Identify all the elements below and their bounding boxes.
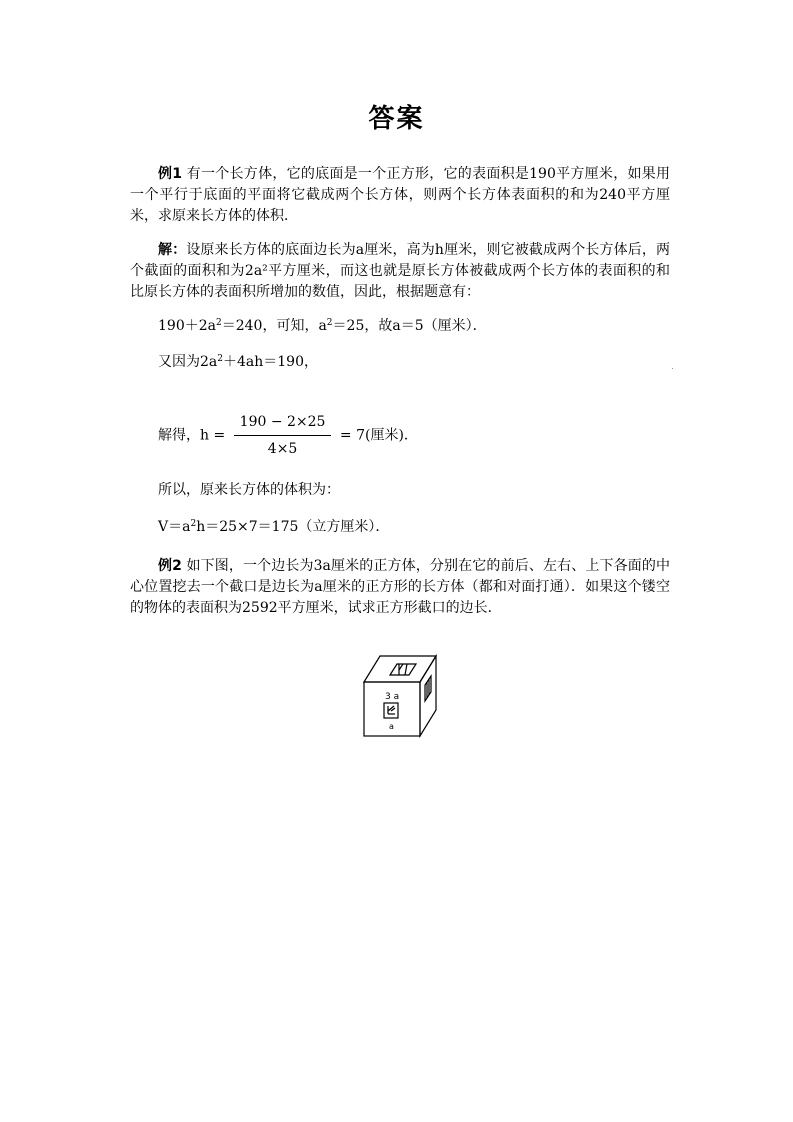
example-1-text: 有一个长方体，它的底面是一个正方形，它的表面积是190平方厘米，如果用一个平行于底面的平面将它截成两个长方体，则两个长方体表面积的和为240平方厘米，求原来长方体的体积． xyxy=(130,166,670,224)
example-2-text: 如下图，一个边长为3a厘米的正方体，分别在它的前后、左右、上下各面的中心位置挖去一个截口是边长为a厘米的正方形的长方体（都和对面打通）．如果这个镂空的物体的表面积为2592平方厘米，试求正方形截口的边长． xyxy=(130,558,670,616)
solution-label: 解： xyxy=(158,242,187,258)
page-title: 答案 xyxy=(368,104,425,134)
example-1-label: 例1 xyxy=(158,166,183,182)
example-1 xyxy=(130,164,670,227)
fraction-numerator: 190 − 2×25 xyxy=(234,412,332,436)
equation-4: $V=a^2h=25\times 7=175$（立方厘米）． xyxy=(158,519,390,535)
example-2 xyxy=(130,556,670,619)
fraction xyxy=(234,412,332,459)
hollow-cube-figure xyxy=(362,654,438,738)
label-3a: 3 a xyxy=(385,692,400,702)
example-2-label: 例2 xyxy=(158,558,182,574)
equation-3: 解得，h = $\frac{190 - 2\times 25}{4\times 5}$ = 7(厘米)． xyxy=(158,414,418,457)
equation-1: $190+2a^2=240$，可知，$a^2=25$，故a＝5（厘米）． xyxy=(158,318,487,334)
stray-dot xyxy=(672,368,673,369)
equation-2: 又因为$2a^2+4ah=190$， xyxy=(158,354,318,370)
top-hole xyxy=(390,664,416,675)
conclusion-text: 所以，原来长方体的体积为： xyxy=(158,482,340,498)
solution-paragraph xyxy=(130,240,670,303)
solution-text: 设原来长方体的底面边长为a厘米，高为h厘米，则它被截成两个长方体后，两个截面的面积和为2a²平方厘米，而这也就是原长方体被截成两个长方体的表面积的和比原长方体的表面积所增加的数值，因此，根据题意有： xyxy=(130,242,670,300)
label-a: a xyxy=(389,722,394,731)
fraction-denominator: 4×5 xyxy=(267,441,298,457)
right-hole xyxy=(425,676,431,701)
